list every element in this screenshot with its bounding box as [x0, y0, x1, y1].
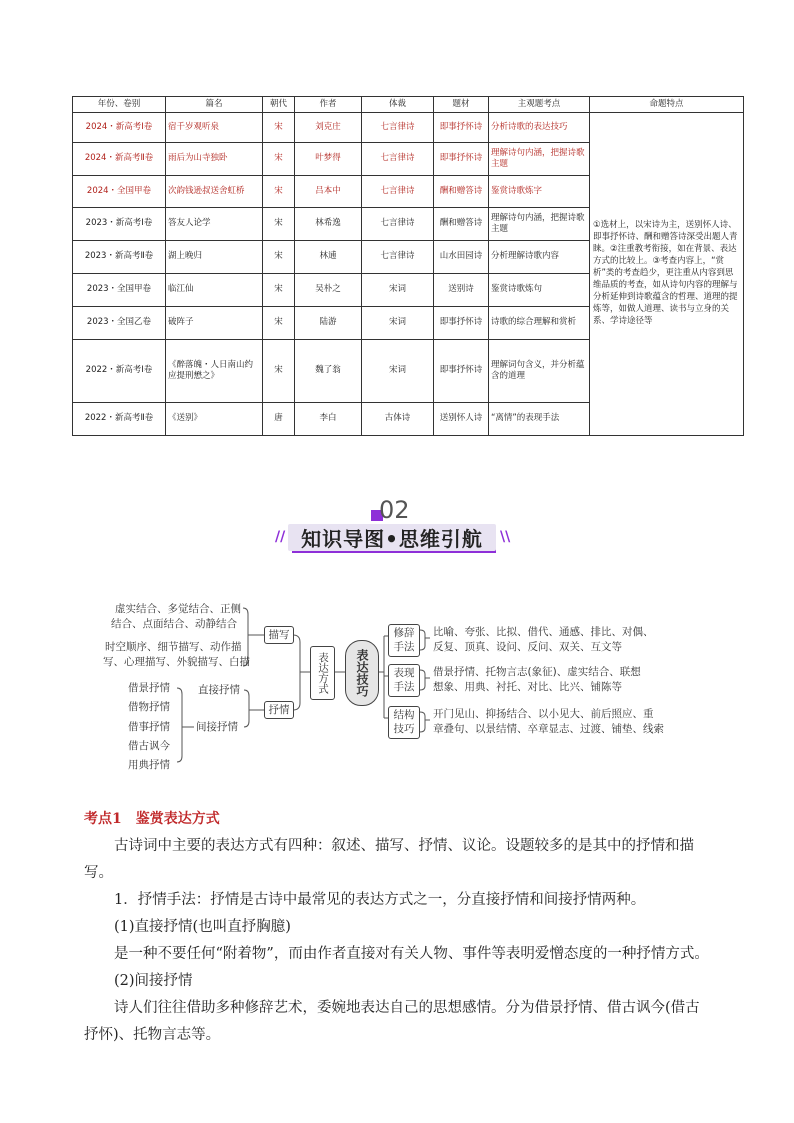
cell-author: 魏了翁 [295, 340, 362, 403]
biaoxian-text: 借景抒情、托物言志(象征)、虚实结合、联想 [433, 666, 641, 678]
table-row [73, 113, 744, 143]
cell-year: 2023・新高考Ⅱ卷 [73, 241, 166, 274]
cell-year: 2023・新高考Ⅰ卷 [73, 208, 166, 241]
cell-dynasty: 宋 [263, 176, 295, 208]
cell-year: 2023・全国乙卷 [73, 307, 166, 340]
paragraph: 1．抒情手法：抒情是古诗中最常见的表达方式之一，分直接抒情和间接抒情两种。 [114, 892, 646, 908]
kaodian-heading: 考点1 鉴赏表达方式 [84, 811, 220, 827]
paragraph: 是一种不要任何“附着物”，而由作者直接对有关人物、事件等表明爱憎态度的一种抒情方式。 [114, 946, 709, 962]
cell-point: “离情”的表现手法 [489, 403, 590, 436]
cell-title: 《送别》 [166, 403, 263, 436]
bracket-fangshi [293, 635, 300, 710]
cell-feature: ①选材上，以宋诗为主，送别怀人诗、即事抒怀诗、酬和赠答诗深受出题人青睐。②注重教考衔接，如在背景、表达方式的比较上。③考查内容上，“赏析”类的考查趋少，更注重从内容到思维品质的考查，如从诗句内容的理解与分析延伸到诗歌蕴含的哲理、道理的提炼等，如做人道理、读书与立身的关系、学诗途径等 [590, 113, 744, 436]
cell-title: 湖上晚归 [166, 241, 263, 274]
cell-title: 破阵子 [166, 307, 263, 340]
cell-year: 2024・新高考Ⅰ卷 [73, 113, 166, 143]
section-banner [0, 492, 794, 560]
cell-title: 雨后为山寺独卧 [166, 143, 263, 176]
section-title: 知识导图•思维引航 [301, 527, 483, 551]
bracket-jiegou [420, 712, 430, 732]
cell-dynasty: 唐 [263, 403, 295, 436]
cell-dynasty: 宋 [263, 208, 295, 241]
biaoda-fangshi-node: 表达方式 [310, 646, 335, 700]
miaoxie-item: 时空顺序、细节描写、动作描 [105, 641, 242, 653]
cell-author: 林逋 [295, 241, 362, 274]
cell-dynasty: 宋 [263, 307, 295, 340]
cell-point: 鉴赏诗歌炼字 [489, 176, 590, 208]
cell-theme: 送别诗 [434, 274, 489, 307]
cell-year: 2022・新高考Ⅰ卷 [73, 340, 166, 403]
miaoxie-item: 写、心理描写、外貌描写、白描 [103, 656, 250, 668]
cell-title: 答友人论学 [166, 208, 263, 241]
cell-author: 林希逸 [295, 208, 362, 241]
cell-point: 理解词句含义，并分析蕴含的道理 [489, 340, 590, 403]
cell-genre: 七言律诗 [362, 113, 434, 143]
cell-theme: 山水田园诗 [434, 241, 489, 274]
cell-theme: 酬和赠答诗 [434, 176, 489, 208]
indirect-item: 借物抒情 [128, 701, 170, 713]
bracket-indirect-items [177, 688, 182, 762]
mind-map [0, 590, 794, 780]
cell-author: 叶梦得 [295, 143, 362, 176]
biaoda-jiqiao-node: 表达技巧 [345, 640, 379, 706]
cell-genre: 七言律诗 [362, 241, 434, 274]
cell-theme: 即事抒怀诗 [434, 340, 489, 403]
header-point: 主观题考点 [489, 97, 590, 113]
biaoxian-text: 想象、用典、衬托、对比、比兴、铺陈等 [433, 681, 622, 693]
table-header-row [73, 97, 744, 113]
direct-shuqing: 直接抒情 [198, 684, 240, 696]
bracket-shuqing [244, 690, 249, 727]
header-feature: 命题特点 [590, 97, 744, 113]
cell-title: 临江仙 [166, 274, 263, 307]
indirect-shuqing: 间接抒情 [196, 721, 238, 733]
cell-point: 理解诗句内涵，把握诗歌主题 [489, 143, 590, 176]
cell-author: 吕本中 [295, 176, 362, 208]
cell-author: 李白 [295, 403, 362, 436]
cell-genre: 七言律诗 [362, 176, 434, 208]
jiegou-text: 章叠句、以景结情、卒章显志、过渡、铺垫、线索 [433, 723, 664, 735]
cell-genre: 七言律诗 [362, 208, 434, 241]
header-author: 作者 [295, 97, 362, 113]
cell-theme: 酬和赠答诗 [434, 208, 489, 241]
xiuci-node: 修辞手法 [388, 624, 420, 657]
cell-theme: 即事抒怀诗 [434, 307, 489, 340]
paragraph: (1)直接抒情(也叫直抒胸臆) [114, 919, 291, 935]
bracket-jiqiao-branches [378, 636, 388, 718]
indirect-item: 用典抒情 [128, 759, 170, 771]
biaoxian-node: 表现手法 [388, 664, 420, 697]
header-theme: 题材 [434, 97, 489, 113]
header-title: 篇名 [166, 97, 263, 113]
section-number: 02 [379, 496, 410, 524]
indirect-item: 借景抒情 [128, 682, 170, 694]
xiuci-text: 比喻、夸张、比拟、借代、通感、排比、对偶、 [433, 626, 654, 638]
xiuci-text: 反复、顶真、设问、反问、双关、互文等 [433, 641, 622, 653]
cell-genre: 宋词 [362, 307, 434, 340]
bracket-biaoxian [420, 670, 430, 690]
exam-analysis-table [72, 96, 744, 436]
header-genre: 体裁 [362, 97, 434, 113]
bracket-xiuci [420, 630, 430, 650]
jiegou-node: 结构技巧 [388, 706, 420, 739]
header-dynasty: 朝代 [263, 97, 295, 113]
paragraph: 古诗词中主要的表达方式有四种：叙述、描写、抒情、议论。设题较多的是其中的抒情和描写。 [84, 838, 694, 881]
indirect-item: 借事抒情 [128, 721, 170, 733]
header-year: 年份、卷别 [73, 97, 166, 113]
cell-year: 2024・全国甲卷 [73, 176, 166, 208]
cell-point: 分析理解诗歌内容 [489, 241, 590, 274]
cell-theme: 即事抒怀诗 [434, 143, 489, 176]
cell-genre: 宋词 [362, 274, 434, 307]
cell-title: 次韵钱逊叔送舍虹桥 [166, 176, 263, 208]
cell-author: 刘克庄 [295, 113, 362, 143]
miaoxie-item: 虚实结合、多觉结合、正侧 [115, 603, 241, 615]
cell-title: 宿千岁观听泉 [166, 113, 263, 143]
cell-theme: 送别怀人诗 [434, 403, 489, 436]
cell-point: 鉴赏诗歌炼句 [489, 274, 590, 307]
cell-genre: 宋词 [362, 340, 434, 403]
miaoxie-node: 描写 [264, 626, 294, 644]
cell-dynasty: 宋 [263, 340, 295, 403]
slash-decoration-left: // [275, 529, 286, 545]
jiegou-text: 开门见山、抑扬结合、以小见大、前后照应、重 [433, 708, 654, 720]
cell-genre: 七言律诗 [362, 143, 434, 176]
cell-year: 2023・全国甲卷 [73, 274, 166, 307]
cell-point: 理解诗句内涵，把握诗歌主题 [489, 208, 590, 241]
cell-dynasty: 宋 [263, 113, 295, 143]
paragraph: (2)间接抒情 [114, 973, 193, 989]
cell-dynasty: 宋 [263, 143, 295, 176]
cell-dynasty: 宋 [263, 241, 295, 274]
indirect-item: 借古讽今 [128, 740, 170, 752]
shuqing-node: 抒情 [264, 701, 294, 719]
cell-point: 诗歌的综合理解和赏析 [489, 307, 590, 340]
cell-point: 分析诗歌的表达技巧 [489, 113, 590, 143]
cell-year: 2024・新高考Ⅱ卷 [73, 143, 166, 176]
lesson-content [84, 806, 714, 1049]
cell-author: 吴朴之 [295, 274, 362, 307]
cell-dynasty: 宋 [263, 274, 295, 307]
cell-title: 《醉落魄・人日南山约应提刑懋之》 [166, 340, 263, 403]
cell-year: 2022・新高考Ⅱ卷 [73, 403, 166, 436]
miaoxie-item: 结合、点面结合、动静结合 [111, 618, 237, 630]
slash-decoration-right: \\ [500, 529, 511, 545]
cell-author: 陆游 [295, 307, 362, 340]
paragraph: 诗人们往往借助多种修辞艺术，委婉地表达自己的思想感情。分为借景抒情、借古讽今(借古抒怀)、托物言志等。 [84, 1000, 700, 1043]
cell-theme: 即事抒怀诗 [434, 113, 489, 143]
cell-genre: 古体诗 [362, 403, 434, 436]
